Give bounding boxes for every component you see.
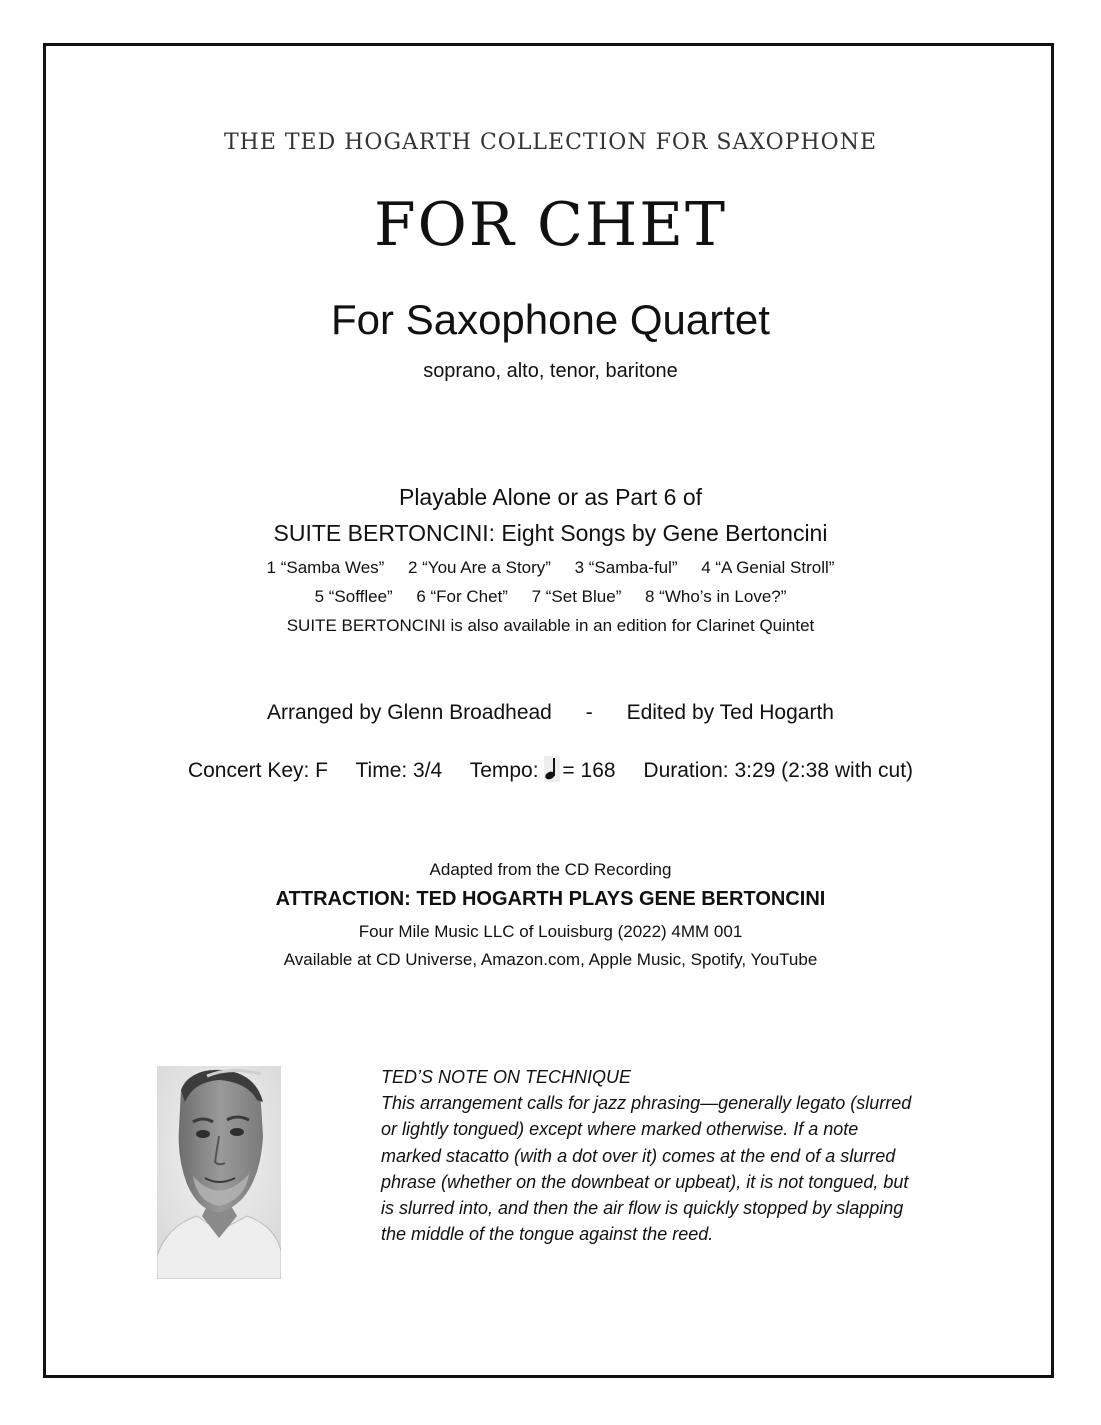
credits-line — [0, 701, 1101, 725]
tempo-value: = 168 — [562, 759, 616, 782]
song-item: 2 “You Are a Story” — [407, 558, 551, 577]
concert-key: Concert Key: F — [187, 759, 329, 782]
technique-line: This arrangement calls for jazz phrasing—generally legato (slurred — [381, 1093, 912, 1114]
time-signature: Time: 3/4 — [355, 759, 443, 782]
record-label: Four Mile Music LLC of Louisburg (2022) 4MM 001 — [358, 922, 743, 941]
ensemble-subtitle: For Saxophone Quartet — [331, 296, 770, 343]
availability-text: Available at CD Universe, Amazon.com, Apple Music, Spotify, YouTube — [283, 950, 818, 969]
song-item: 3 “Samba-ful” — [574, 558, 678, 577]
performance-info-line — [0, 756, 1101, 783]
editor-credit: Edited by Ted Hogarth — [626, 701, 834, 724]
song-list-row-1 — [0, 558, 1101, 578]
cd-title: ATTRACTION: TED HOGARTH PLAYS GENE BERTONCINI — [275, 888, 826, 910]
song-item: 6 “For Chet” — [416, 587, 508, 606]
technique-line: phrase (whether on the downbeat or upbeat), it is not tongued, but — [381, 1171, 909, 1192]
duration: Duration: 3:29 (2:38 with cut) — [643, 759, 914, 782]
adapted-from-text: Adapted from the CD Recording — [429, 860, 672, 879]
suite-title: SUITE BERTONCINI: Eight Songs by Gene Bertoncini — [273, 520, 828, 546]
tempo-label: Tempo: — [469, 759, 539, 782]
technique-heading: TED’S NOTE ON TECHNIQUE — [381, 1067, 632, 1087]
portrait-photo — [157, 1066, 281, 1279]
technique-line: is slurred into, and then the air flow is quickly stopped by slapping — [381, 1198, 904, 1219]
song-item: 5 “Sofflee” — [314, 587, 393, 606]
song-item: 8 “Who’s in Love?” — [644, 587, 787, 606]
clarinet-edition-note: SUITE BERTONCINI is also available in an edition for Clarinet Quintet — [286, 616, 815, 635]
instrument-list: soprano, alto, tenor, baritone — [423, 360, 678, 382]
playable-alone-text: Playable Alone or as Part 6 of — [398, 484, 703, 510]
song-item: 1 “Samba Wes” — [266, 558, 385, 577]
song-list-row-2 — [0, 587, 1101, 607]
technique-line: marked stacatto (with a dot over it) comes at the end of a slurred — [381, 1145, 896, 1166]
song-item: 7 “Set Blue” — [531, 587, 622, 606]
credits-separator: - — [585, 701, 593, 724]
song-item: 4 “A Genial Stroll” — [701, 558, 835, 577]
collection-heading: THE TED HOGARTH COLLECTION FOR SAXOPHONE — [223, 130, 878, 155]
technique-line: or lightly tongued) except where marked otherwise. If a note — [381, 1119, 859, 1140]
arranger-credit: Arranged by Glenn Broadhead — [267, 701, 552, 724]
technique-line: the middle of the tongue against the reed. — [381, 1224, 714, 1245]
technique-note — [381, 1064, 981, 1247]
piece-title: FOR CHET — [373, 190, 728, 260]
quarter-note-icon — [544, 756, 560, 782]
